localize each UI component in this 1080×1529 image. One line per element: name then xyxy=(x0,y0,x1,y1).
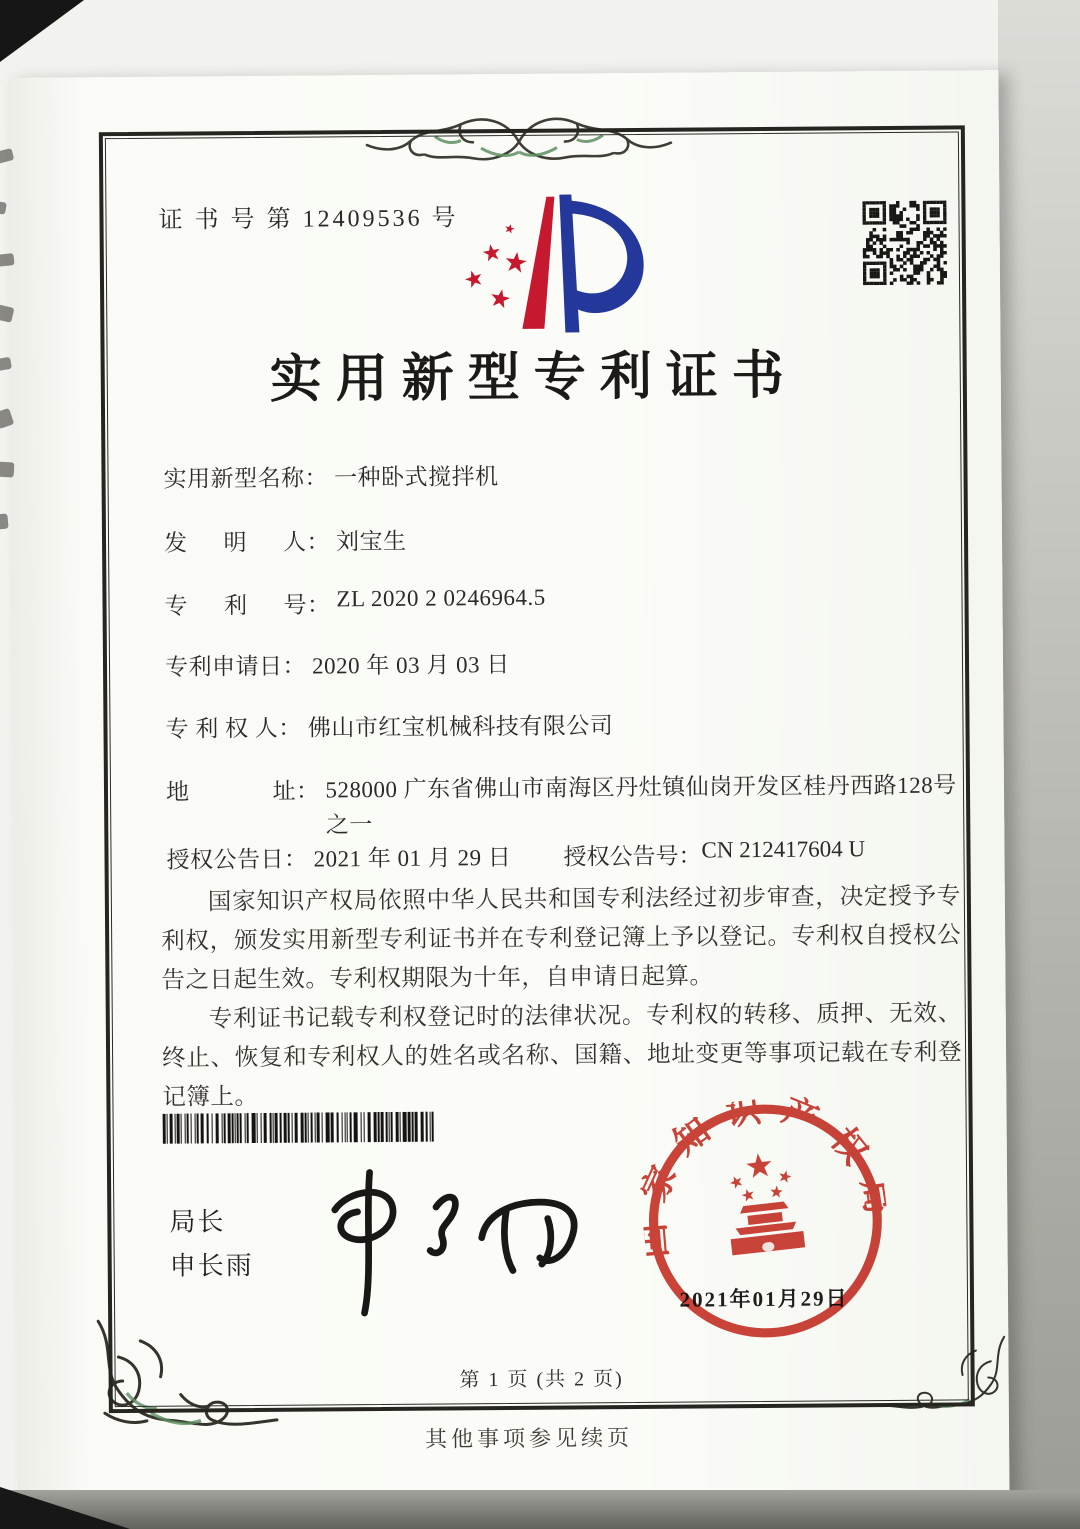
cnipa-logo xyxy=(451,190,652,342)
field-label: 实用新型名称： xyxy=(163,465,329,492)
ink-mark xyxy=(0,201,7,214)
logo-blue-stem xyxy=(559,194,579,332)
field-label: 专 利 权 人： xyxy=(165,715,302,742)
field-label: 地 址： xyxy=(165,778,320,805)
field-value: CN 212417604 U xyxy=(701,836,866,863)
logo-blue-bowl xyxy=(568,200,644,313)
field-patent-number xyxy=(164,585,545,621)
certificate-number: 证 书 号 第 12409536 号 xyxy=(158,205,459,234)
field-filing-date xyxy=(165,646,510,682)
seal-org-text: 国家知识产权局 xyxy=(632,1089,900,1260)
field-grant-number xyxy=(563,836,865,871)
field-label: 专 利 号： xyxy=(164,592,331,619)
certificate-paper xyxy=(8,70,1009,1508)
logo-red-wedge xyxy=(521,197,555,329)
legal-paragraph-1: 国家知识产权局依照中华人民共和国专利法经过初步审查，决定授予专利权，颁发实用新型专利证书并在专利登记簿上予以登记。专利权自授权公告之日起生效。专利权期限为十年，自申请日起算。 xyxy=(161,883,962,994)
handwritten-signature xyxy=(289,1160,600,1317)
certificate-border-frame xyxy=(99,125,975,1413)
seal-date: 2021年01月29日 xyxy=(679,1286,849,1312)
field-address xyxy=(166,767,974,843)
logo-stars xyxy=(465,224,527,308)
field-value: ZL 2020 2 0246964.5 xyxy=(336,584,546,612)
field-value: 佛山市红宝机械科技有限公司 xyxy=(307,713,614,741)
legal-paragraph-2: 专利证书记载专利权登记时的法律状况。专利权的转移、质押、无效、终止、恢复和专利权人的姓名或名称、国籍、地址变更等事项记载在专利登记簿上。 xyxy=(162,1000,963,1111)
signature-name: 申长雨 xyxy=(169,1250,254,1281)
legal-text xyxy=(161,877,963,1117)
ink-mark xyxy=(0,462,14,478)
photo-bottom-shadow xyxy=(0,1490,1080,1529)
field-label: 授权公告号： xyxy=(563,843,702,870)
field-value: 一种卧式搅拌机 xyxy=(333,464,499,491)
field-value: 刘宝生 xyxy=(335,528,407,555)
national-emblem xyxy=(721,1149,805,1255)
barcode xyxy=(163,1112,441,1146)
signature-role: 局长 xyxy=(169,1206,226,1237)
field-value: 2020 年 03 月 03 日 xyxy=(311,651,510,679)
field-patentee xyxy=(165,707,613,744)
qr-code xyxy=(862,201,947,286)
field-label: 发 明 人： xyxy=(163,529,331,556)
field-grant-date xyxy=(166,839,511,875)
photo-corner-dark-top-left xyxy=(0,0,84,62)
field-name xyxy=(163,458,498,494)
ink-mark xyxy=(0,514,8,530)
ink-mark xyxy=(0,253,14,267)
field-value: 2021 年 01 月 29 日 xyxy=(313,844,512,872)
official-red-seal xyxy=(630,1086,900,1356)
certificate-title: 实用新型专利证书 xyxy=(269,347,798,409)
continuation-note: 其他事项参见续页 xyxy=(424,1425,634,1452)
field-label: 授权公告日： xyxy=(166,846,308,873)
field-label: 专利申请日： xyxy=(164,653,307,680)
page-number: 第 1 页 (共 2 页) xyxy=(459,1368,624,1392)
field-inventor xyxy=(164,523,407,558)
field-value: 528000 广东省佛山市南海区丹灶镇仙岗开发区桂丹西路128号之一 xyxy=(325,772,957,838)
photo-right-shadow xyxy=(998,0,1080,1529)
